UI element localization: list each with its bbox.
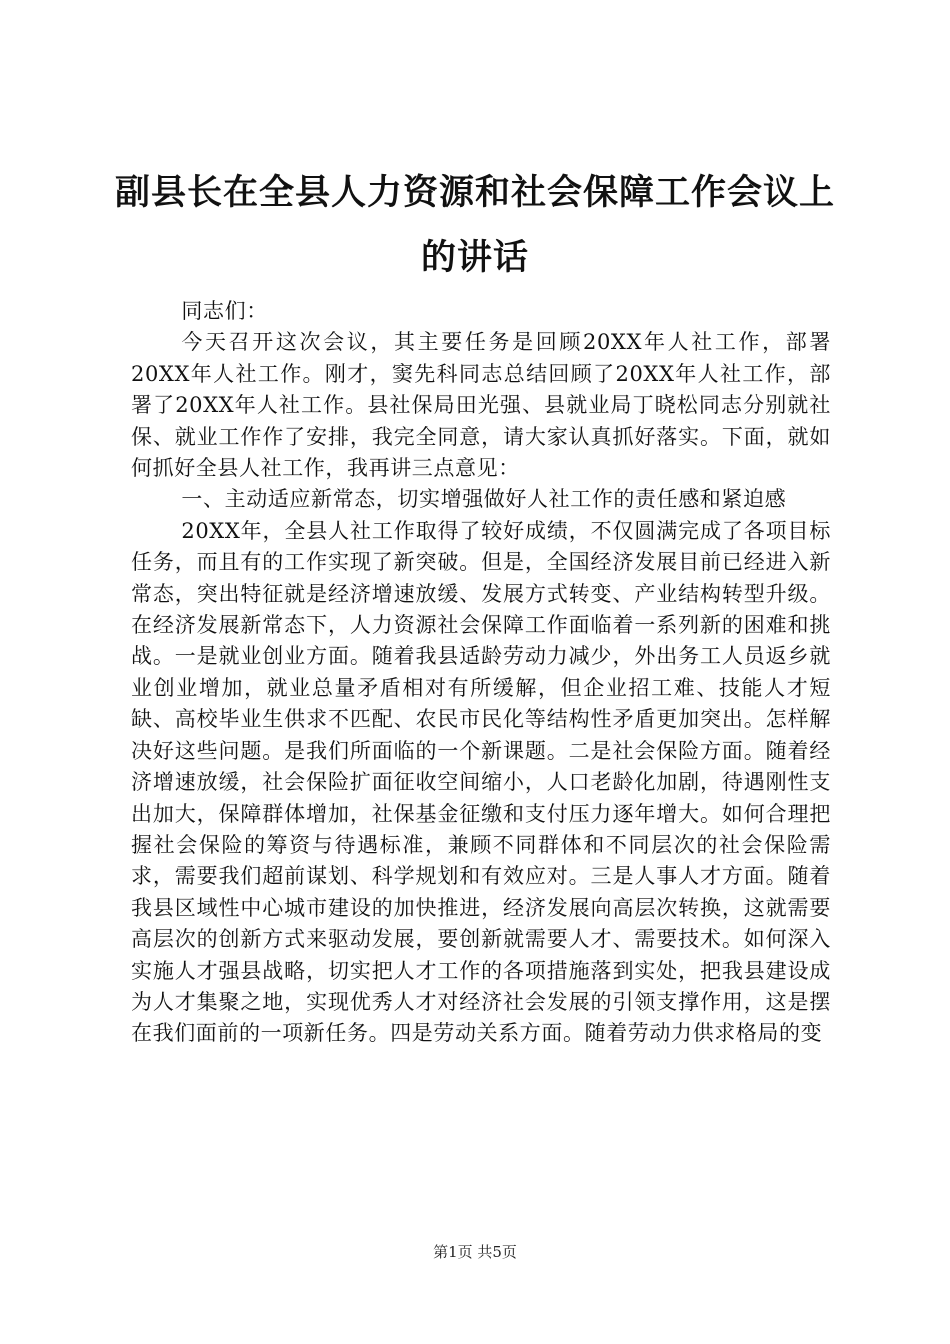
paragraph-section-1: 20XX年，全县人社工作取得了较好成绩，不仅圆满完成了各项目标任务，而且有的工作实现了新突破。但是，全国经济发展目前已经进入新常态，突出特征就是经济增速放缓、发展方式转变、产业结构转型升级。在经济发展新常态下，人力资源社会保障工作面临着一系列新的困难和挑战。一是就业创业方面。随着我县适龄劳动力减少，外出务工人员返乡就业创业增加，就业总量矛盾相对有所缓解，但企业招工难、技能人才短缺、高校毕业生供求不匹配、农民市民化等结构性矛盾更加突出。怎样解决好这些问题。是我们所面临的一个新课题。二是社会保险方面。随着经济增速放缓，社会保险扩面征收空间缩小，人口老龄化加剧，待遇刚性支出加大，保障群体增加，社保基金征缴和支付压力逐年增大。如何合理把握社会保险的筹资与待遇标准，兼顾不同群体和不同层次的社会保险需求，需要我们超前谋划、科学规划和有效应对。三是人事人才方面。随着我县区域性中心城市建设的加快推进，经济发展向高层次转换，这就需要高层次的创新方式来驱动发展，要创新就需要人才、需要技术。如何深入实施人才强县战略，切实把人才工作的各项措施落到实处，把我县建设成为人才集聚之地，实现优秀人才对经济社会发展的引领支撑作用，这是摆在我们面前的一项新任务。四是劳动关系方面。随着劳动力供求格局的变	[131, 518, 831, 1046]
page-footer: 第1页 共5页	[433, 1243, 517, 1261]
document-title: 副县长在全县人力资源和社会保障工作会议上的讲话	[114, 172, 835, 278]
document-body	[131, 296, 831, 1050]
salutation: 同志们：	[181, 299, 268, 323]
paragraph-intro: 今天召开这次会议，其主要任务是回顾20XX年人社工作，部署20XX年人社工作。刚才，窦先科同志总结回顾了20XX年人社工作，部署了20XX年人社工作。县社保局田光强、县就业局丁晓松同志分别就社保、就业工作作了安排，我完全同意，请大家认真抓好落实。下面，就如何抓好全县人社工作，我再讲三点意见：	[131, 330, 831, 481]
section-heading-1: 一、主动适应新常态，切实增强做好人社工作的责任感和紧迫感	[181, 487, 787, 512]
